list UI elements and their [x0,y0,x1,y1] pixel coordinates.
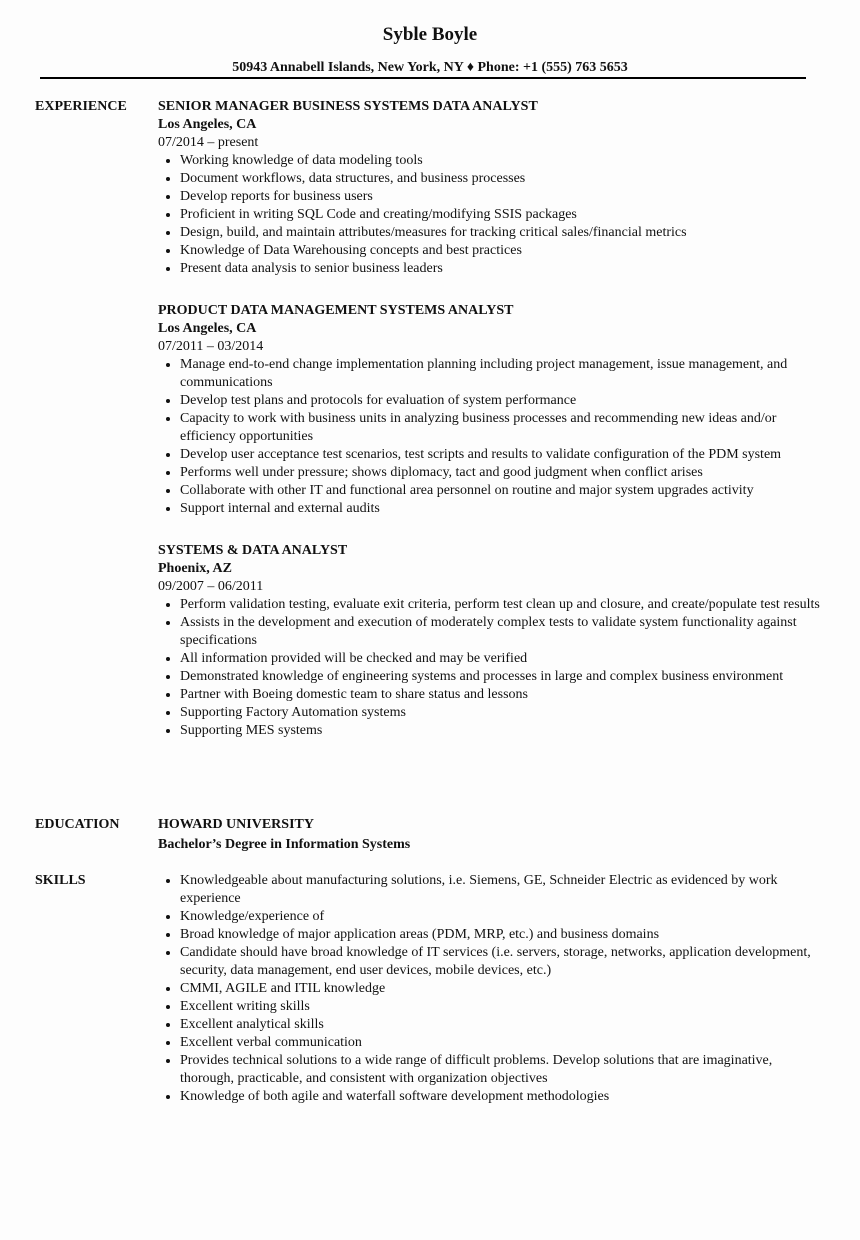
job-title: SENIOR MANAGER BUSINESS SYSTEMS DATA ANALYST [158,99,538,114]
section-label: EXPERIENCE [35,99,127,114]
list-item: • Candidate should have broad knowledge of IT services (i.e. servers, storage, networks, application development, security, data management, end user devices, mobile devices, etc.) [180,944,825,980]
contact-line: 50943 Annabell Islands, New York, NY ♦ Phone: +1 (555) 763 5653 [232,60,628,75]
job-title: PRODUCT DATA MANAGEMENT SYSTEMS ANALYST [158,303,514,318]
list-item: • Manage end-to-end change implementation planning including project management, issue management, and communications [180,356,825,392]
list-item: • Perform validation testing, evaluate exit criteria, perform test clean up and closure, and create/populate test results [180,596,825,614]
list-item: • Capacity to work with business units in analyzing business processes and recommending new ideas and/or efficiency opportunities [180,410,825,446]
list-item: • Working knowledge of data modeling tools [180,152,825,170]
job-entry [158,542,825,740]
list-item: • Demonstrated knowledge of engineering systems and processes in large and complex business environment [180,668,825,686]
list-item: • Broad knowledge of major application areas (PDM, MRP, etc.) and business domains [180,926,825,944]
section-label: EDUCATION [35,817,120,832]
degree: Bachelor’s Degree in Information Systems [158,837,411,852]
skills-section [35,872,825,1106]
job-title: SYSTEMS & DATA ANALYST [158,543,348,558]
job-bullets [158,152,825,278]
list-item: • Knowledge/experience of [180,908,825,926]
list-item: • Proficient in writing SQL Code and creating/modifying SSIS packages [180,206,825,224]
list-item: • All information provided will be checked and may be verified [180,650,825,668]
job-bullets [158,356,825,518]
experience-section [35,98,825,764]
job-location: Phoenix, AZ [158,561,232,576]
list-item: • Assists in the development and execution of moderately complex tests to validate system functionality against specifications [180,614,825,650]
list-item: • Knowledge of both agile and waterfall software development methodologies [180,1088,825,1106]
education-section [35,816,825,854]
list-item: • Excellent writing skills [180,998,825,1016]
list-item: • CMMI, AGILE and ITIL knowledge [180,980,825,998]
list-item: • Provides technical solutions to a wide range of difficult problems. Develop solutions that are imaginative, thorough, practicable, and consistent with organization objectives [180,1052,825,1088]
skills-list [158,872,825,1106]
job-bullets [158,596,825,740]
job-entry [158,302,825,518]
list-item: • Performs well under pressure; shows diplomacy, tact and good judgment when conflict arises [180,464,825,482]
candidate-name: Syble Boyle [382,24,478,45]
school-name: HOWARD UNIVERSITY [158,817,314,832]
list-item: • Develop reports for business users [180,188,825,206]
list-item: • Supporting MES systems [180,722,825,740]
list-item: • Excellent analytical skills [180,1016,825,1034]
job-location: Los Angeles, CA [158,117,257,132]
list-item: • Support internal and external audits [180,500,825,518]
list-item: • Knowledgeable about manufacturing solutions, i.e. Siemens, GE, Schneider Electric as evidenced by work experience [180,872,825,908]
list-item: • Document workflows, data structures, and business processes [180,170,825,188]
header-divider [40,77,806,79]
section-label: SKILLS [35,873,86,888]
list-item: • Present data analysis to senior business leaders [180,260,825,278]
list-item: • Design, build, and maintain attributes/measures for tracking critical sales/financial metrics [180,224,825,242]
job-dates: 09/2007 – 06/2011 [158,579,264,594]
list-item: • Excellent verbal communication [180,1034,825,1052]
list-item: • Partner with Boeing domestic team to share status and lessons [180,686,825,704]
list-item: • Develop test plans and protocols for evaluation of system performance [180,392,825,410]
job-dates: 07/2011 – 03/2014 [158,339,264,354]
list-item: • Supporting Factory Automation systems [180,704,825,722]
list-item: • Collaborate with other IT and functional area personnel on routine and major system upgrades activity [180,482,825,500]
list-item: • Knowledge of Data Warehousing concepts and best practices [180,242,825,260]
job-location: Los Angeles, CA [158,321,257,336]
job-dates: 07/2014 – present [158,135,259,150]
job-entry [158,98,825,278]
list-item: • Develop user acceptance test scenarios, test scripts and results to validate configuration of the PDM system [180,446,825,464]
